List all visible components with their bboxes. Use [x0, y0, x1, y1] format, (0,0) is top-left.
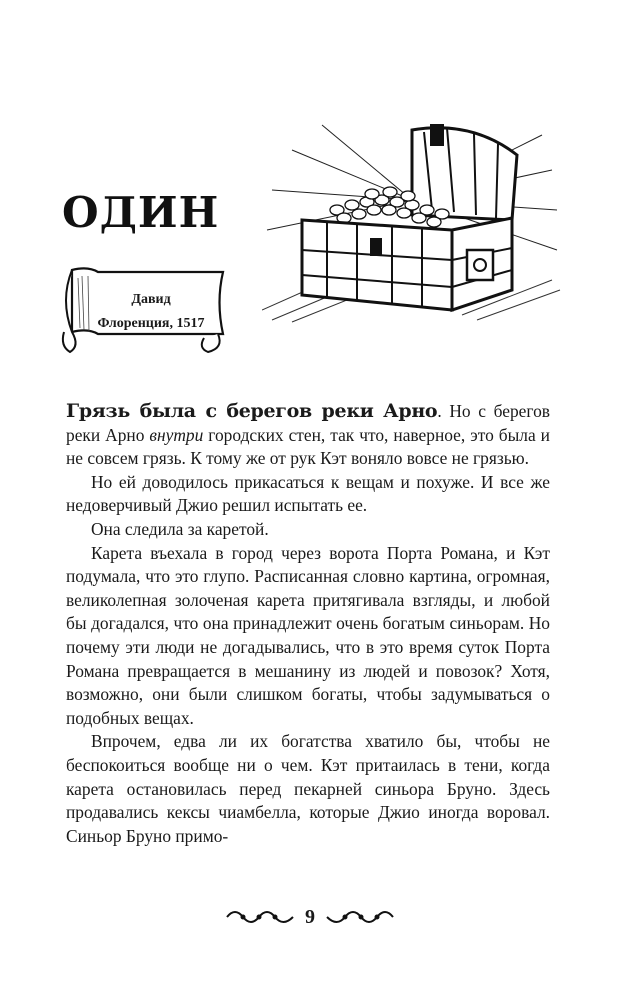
chapter-title: ОДИН [62, 188, 220, 237]
page-footer [220, 905, 400, 929]
narrator-name: Давид [131, 292, 171, 307]
emphasis-word: внутри [149, 424, 204, 445]
chapter-body [66, 400, 550, 848]
paragraph-3: Она следила за каретой. [91, 518, 269, 539]
paragraph-2: Но ей доводилось прикасаться к вещам и похуже. И все же недоверчивый Джио решил испытать ее. [66, 471, 550, 516]
paragraph-4: Карета въехала в город через ворота Порта Романа, и Кэт подумала, что это глупо. Расписанная словно картина, огромная, великолепная золоченая карета притягивала взгляды, и любой бы догадался, что она принадлежит очень богатым синьорам. Но почему эти люди не догадывались, что в это время суток Порта Романа превращается в мешанину из людей и повозок? Хотя, возможно, они были слишком богаты, чтобы задумываться о подобных вещах. [66, 542, 550, 728]
flourish-ornament-icon [325, 907, 395, 927]
treasure-chest-icon [262, 110, 562, 325]
chapter-scroll-banner [58, 262, 228, 356]
paragraph-5: Впрочем, едва ли их богатства хватило бы, чтобы не беспокоиться вообще ни о чем. Кэт притаилась в тени, когда карета остановилась перед пекарней синьора Бруно. Здесь продавались кексы чиамбелла, которые Джио иногда воровал. Синьор Бруно примо- [66, 731, 550, 846]
place-and-year: Флоренция, 1517 [97, 316, 205, 331]
flourish-ornament-icon [225, 907, 295, 927]
paragraph-1-text-a: . Но с берегов реки Арно [66, 401, 550, 445]
lead-in-text: Грязь была с берегов реки Арно [66, 400, 438, 422]
paragraph-1 [66, 400, 550, 471]
page-number: 9 [305, 905, 315, 928]
paragraph-1-text-b: городских стен, так что, наверное, это была и не совсем грязь. К тому же от рук Кэт воняло вовсе не грязью. [66, 424, 550, 469]
